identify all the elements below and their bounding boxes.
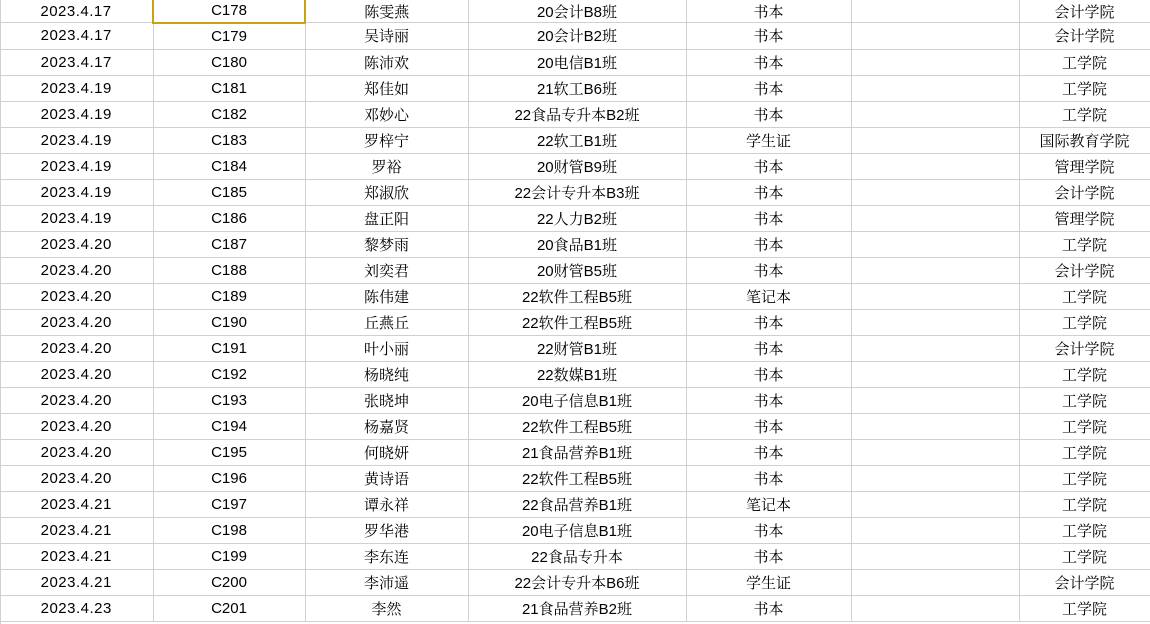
cell-date[interactable]: 2023.4.19 bbox=[0, 75, 153, 101]
table-row[interactable] bbox=[0, 595, 1150, 621]
cell-class[interactable]: 22数媒B1班 bbox=[468, 361, 686, 387]
cell-college[interactable]: 工学院 bbox=[1019, 517, 1150, 543]
cell-name[interactable]: 李东连 bbox=[305, 543, 468, 569]
cell-class[interactable]: 22软件工程B5班 bbox=[468, 465, 686, 491]
table-row[interactable] bbox=[0, 49, 1150, 75]
cell-college[interactable]: 工学院 bbox=[1019, 75, 1150, 101]
cell-class[interactable]: 20会计B2班 bbox=[468, 23, 686, 50]
table-row[interactable] bbox=[0, 361, 1150, 387]
cell-date[interactable]: 2023.4.20 bbox=[0, 283, 153, 309]
table-row[interactable] bbox=[0, 569, 1150, 595]
cell-item[interactable]: 书本 bbox=[686, 75, 851, 101]
cell-date[interactable]: 2023.4.17 bbox=[0, 0, 153, 23]
cell-date[interactable]: 2023.4.19 bbox=[0, 179, 153, 205]
cell-id[interactable]: C187 bbox=[153, 231, 305, 257]
cell-blank[interactable] bbox=[851, 413, 1019, 439]
cell-item[interactable]: 书本 bbox=[686, 439, 851, 465]
table-row[interactable] bbox=[0, 231, 1150, 257]
cell-class[interactable]: 21软工B6班 bbox=[468, 75, 686, 101]
cell-date[interactable]: 2023.4.20 bbox=[0, 257, 153, 283]
cell-id[interactable]: C182 bbox=[153, 101, 305, 127]
cell-item[interactable]: 书本 bbox=[686, 465, 851, 491]
cell-blank[interactable] bbox=[851, 517, 1019, 543]
cell-class[interactable]: 20电子信息B1班 bbox=[468, 387, 686, 413]
cell-name[interactable]: 张晓坤 bbox=[305, 387, 468, 413]
cell-name[interactable]: 罗裕 bbox=[305, 153, 468, 179]
cell-date[interactable]: 2023.4.20 bbox=[0, 309, 153, 335]
cell-name[interactable]: 黄诗语 bbox=[305, 465, 468, 491]
cell-date[interactable]: 2023.4.19 bbox=[0, 153, 153, 179]
cell-date[interactable]: 2023.4.20 bbox=[0, 231, 153, 257]
cell-college[interactable]: 国际教育学院 bbox=[1019, 127, 1150, 153]
cell-name[interactable]: 陈沛欢 bbox=[305, 49, 468, 75]
cell-name[interactable]: 李沛遥 bbox=[305, 569, 468, 595]
cell-blank[interactable] bbox=[851, 335, 1019, 361]
cell-item[interactable]: 书本 bbox=[686, 49, 851, 75]
cell-college[interactable]: 会计学院 bbox=[1019, 179, 1150, 205]
cell-id[interactable]: C179 bbox=[153, 23, 305, 50]
cell-date[interactable]: 2023.4.17 bbox=[0, 49, 153, 75]
cell-blank[interactable] bbox=[851, 153, 1019, 179]
table-row[interactable] bbox=[0, 543, 1150, 569]
table-row[interactable] bbox=[0, 439, 1150, 465]
cell-blank[interactable] bbox=[851, 127, 1019, 153]
cell-class[interactable]: 22人力B2班 bbox=[468, 205, 686, 231]
cell-id[interactable]: C192 bbox=[153, 361, 305, 387]
cell-id[interactable]: C195 bbox=[153, 439, 305, 465]
cell-college[interactable]: 工学院 bbox=[1019, 413, 1150, 439]
cell-item[interactable]: 书本 bbox=[686, 0, 851, 23]
grid-left-border bbox=[0, 0, 1, 624]
cell-blank[interactable] bbox=[851, 595, 1019, 621]
cell-blank[interactable] bbox=[851, 257, 1019, 283]
cell-college[interactable]: 工学院 bbox=[1019, 491, 1150, 517]
cell-blank[interactable] bbox=[851, 439, 1019, 465]
table-row[interactable] bbox=[0, 387, 1150, 413]
cell-class[interactable]: 22软工B1班 bbox=[468, 127, 686, 153]
cell-college[interactable]: 工学院 bbox=[1019, 361, 1150, 387]
cell-college[interactable]: 工学院 bbox=[1019, 595, 1150, 621]
cell-class[interactable]: 22软件工程B5班 bbox=[468, 309, 686, 335]
cell-date[interactable]: 2023.4.21 bbox=[0, 491, 153, 517]
cell-id[interactable]: C201 bbox=[153, 595, 305, 621]
table-row[interactable] bbox=[0, 309, 1150, 335]
cell-name[interactable]: 杨晓纯 bbox=[305, 361, 468, 387]
cell-item[interactable]: 书本 bbox=[686, 595, 851, 621]
cell-name[interactable]: 何晓妍 bbox=[305, 439, 468, 465]
cell-id[interactable]: C196 bbox=[153, 465, 305, 491]
cell-blank[interactable] bbox=[851, 309, 1019, 335]
cell-name[interactable]: 刘奕君 bbox=[305, 257, 468, 283]
table-row[interactable] bbox=[0, 465, 1150, 491]
table-row[interactable] bbox=[0, 153, 1150, 179]
cell-blank[interactable] bbox=[851, 179, 1019, 205]
cell-date[interactable]: 2023.4.20 bbox=[0, 439, 153, 465]
cell-class[interactable]: 21食品营养B1班 bbox=[468, 439, 686, 465]
cell-id[interactable]: C197 bbox=[153, 491, 305, 517]
cell-id[interactable]: C189 bbox=[153, 283, 305, 309]
cell-class[interactable]: 20电信B1班 bbox=[468, 49, 686, 75]
cell-college[interactable]: 工学院 bbox=[1019, 231, 1150, 257]
cell-college[interactable]: 工学院 bbox=[1019, 101, 1150, 127]
cell-class[interactable]: 20会计B8班 bbox=[468, 0, 686, 23]
cell-id[interactable]: C183 bbox=[153, 127, 305, 153]
cell-id[interactable]: C200 bbox=[153, 569, 305, 595]
table-row[interactable] bbox=[0, 101, 1150, 127]
cell-college[interactable]: 管理学院 bbox=[1019, 153, 1150, 179]
cell-blank[interactable] bbox=[851, 0, 1019, 23]
cell-college[interactable]: 管理学院 bbox=[1019, 205, 1150, 231]
cell-date[interactable]: 2023.4.20 bbox=[0, 335, 153, 361]
cell-class[interactable]: 22财管B1班 bbox=[468, 335, 686, 361]
cell-id[interactable]: C180 bbox=[153, 49, 305, 75]
cell-id[interactable]: C199 bbox=[153, 543, 305, 569]
cell-class[interactable]: 22会计专升本B3班 bbox=[468, 179, 686, 205]
cell-item[interactable]: 书本 bbox=[686, 101, 851, 127]
cell-item[interactable]: 书本 bbox=[686, 231, 851, 257]
table-row[interactable] bbox=[0, 179, 1150, 205]
cell-college[interactable]: 会计学院 bbox=[1019, 335, 1150, 361]
cell-class[interactable]: 22食品专升本 bbox=[468, 543, 686, 569]
cell-date[interactable]: 2023.4.20 bbox=[0, 465, 153, 491]
cell-item[interactable]: 书本 bbox=[686, 205, 851, 231]
table-row[interactable] bbox=[0, 335, 1150, 361]
cell-item[interactable]: 书本 bbox=[686, 257, 851, 283]
cell-date[interactable]: 2023.4.23 bbox=[0, 595, 153, 621]
cell-college[interactable]: 工学院 bbox=[1019, 543, 1150, 569]
cell-college[interactable]: 会计学院 bbox=[1019, 257, 1150, 283]
cell-college[interactable]: 会计学院 bbox=[1019, 0, 1150, 23]
cell-class[interactable]: 21食品营养B2班 bbox=[468, 595, 686, 621]
cell-college[interactable]: 工学院 bbox=[1019, 49, 1150, 75]
table-row[interactable] bbox=[0, 0, 1150, 23]
cell-date[interactable]: 2023.4.20 bbox=[0, 387, 153, 413]
table-row[interactable] bbox=[0, 257, 1150, 283]
cell-id[interactable]: C185 bbox=[153, 179, 305, 205]
cell-item[interactable]: 书本 bbox=[686, 543, 851, 569]
cell-name[interactable]: 罗华港 bbox=[305, 517, 468, 543]
cell-name[interactable]: 杨嘉贤 bbox=[305, 413, 468, 439]
cell-college[interactable]: 工学院 bbox=[1019, 309, 1150, 335]
cell-date[interactable]: 2023.4.19 bbox=[0, 101, 153, 127]
cell-college[interactable]: 会计学院 bbox=[1019, 23, 1150, 50]
cell-item[interactable]: 笔记本 bbox=[686, 283, 851, 309]
cell-blank[interactable] bbox=[851, 465, 1019, 491]
cell-item[interactable]: 笔记本 bbox=[686, 491, 851, 517]
table-row[interactable] bbox=[0, 205, 1150, 231]
table-row[interactable] bbox=[0, 23, 1150, 50]
cell-name[interactable]: 邓妙心 bbox=[305, 101, 468, 127]
table-row[interactable] bbox=[0, 75, 1150, 101]
cell-name[interactable]: 吴诗丽 bbox=[305, 23, 468, 50]
cell-class[interactable]: 22食品营养B1班 bbox=[468, 491, 686, 517]
cell-item[interactable]: 书本 bbox=[686, 179, 851, 205]
table-row[interactable] bbox=[0, 517, 1150, 543]
cell-item[interactable]: 书本 bbox=[686, 335, 851, 361]
cell-class[interactable]: 20财管B5班 bbox=[468, 257, 686, 283]
cell-date[interactable]: 2023.4.19 bbox=[0, 127, 153, 153]
cell-class[interactable]: 20食品B1班 bbox=[468, 231, 686, 257]
cell-id[interactable]: C190 bbox=[153, 309, 305, 335]
cell-blank[interactable] bbox=[851, 101, 1019, 127]
cell-name[interactable]: 陈伟建 bbox=[305, 283, 468, 309]
cell-college[interactable]: 工学院 bbox=[1019, 465, 1150, 491]
cell-item[interactable]: 学生证 bbox=[686, 569, 851, 595]
cell-blank[interactable] bbox=[851, 543, 1019, 569]
table-row[interactable] bbox=[0, 127, 1150, 153]
cell-item[interactable]: 书本 bbox=[686, 413, 851, 439]
cell-class[interactable]: 22食品专升本B2班 bbox=[468, 101, 686, 127]
cell-id[interactable]: C191 bbox=[153, 335, 305, 361]
cell-name[interactable]: 叶小丽 bbox=[305, 335, 468, 361]
cell-college[interactable]: 会计学院 bbox=[1019, 569, 1150, 595]
cell-blank[interactable] bbox=[851, 361, 1019, 387]
cell-blank[interactable] bbox=[851, 569, 1019, 595]
cell-class[interactable]: 22软件工程B5班 bbox=[468, 283, 686, 309]
cell-date[interactable]: 2023.4.21 bbox=[0, 517, 153, 543]
cell-blank[interactable] bbox=[851, 49, 1019, 75]
cell-item[interactable]: 书本 bbox=[686, 309, 851, 335]
cell-blank[interactable] bbox=[851, 283, 1019, 309]
cell-class[interactable]: 20财管B9班 bbox=[468, 153, 686, 179]
cell-date[interactable]: 2023.4.20 bbox=[0, 413, 153, 439]
cell-name[interactable]: 陈雯燕 bbox=[305, 0, 468, 23]
cell-date[interactable]: 2023.4.19 bbox=[0, 205, 153, 231]
table-row[interactable] bbox=[0, 413, 1150, 439]
table-row[interactable] bbox=[0, 283, 1150, 309]
cell-date[interactable]: 2023.4.20 bbox=[0, 361, 153, 387]
table-row[interactable] bbox=[0, 491, 1150, 517]
cell-id[interactable]: C193 bbox=[153, 387, 305, 413]
cell-name[interactable]: 罗梓宁 bbox=[305, 127, 468, 153]
cell-item[interactable]: 书本 bbox=[686, 361, 851, 387]
cell-college[interactable]: 工学院 bbox=[1019, 283, 1150, 309]
cell-item[interactable]: 书本 bbox=[686, 153, 851, 179]
cell-date[interactable]: 2023.4.21 bbox=[0, 543, 153, 569]
cell-class[interactable]: 22软件工程B5班 bbox=[468, 413, 686, 439]
cell-name[interactable]: 丘燕丘 bbox=[305, 309, 468, 335]
cell-class[interactable]: 22会计专升本B6班 bbox=[468, 569, 686, 595]
cell-name[interactable]: 黎梦雨 bbox=[305, 231, 468, 257]
cell-class[interactable]: 20电子信息B1班 bbox=[468, 517, 686, 543]
cell-id[interactable]: C198 bbox=[153, 517, 305, 543]
cell-blank[interactable] bbox=[851, 23, 1019, 50]
cell-item[interactable]: 书本 bbox=[686, 23, 851, 50]
cell-id[interactable]: C181 bbox=[153, 75, 305, 101]
cell-blank[interactable] bbox=[851, 491, 1019, 517]
cell-blank[interactable] bbox=[851, 205, 1019, 231]
cell-name[interactable]: 郑淑欣 bbox=[305, 179, 468, 205]
cell-college[interactable]: 工学院 bbox=[1019, 387, 1150, 413]
cell-id[interactable]: C188 bbox=[153, 257, 305, 283]
cell-date[interactable]: 2023.4.21 bbox=[0, 569, 153, 595]
cell-item[interactable]: 书本 bbox=[686, 517, 851, 543]
cell-id[interactable]: C194 bbox=[153, 413, 305, 439]
cell-id[interactable]: C178 bbox=[153, 0, 305, 23]
cell-blank[interactable] bbox=[851, 75, 1019, 101]
cell-id[interactable]: C184 bbox=[153, 153, 305, 179]
cell-item[interactable]: 学生证 bbox=[686, 127, 851, 153]
cell-name[interactable]: 郑佳如 bbox=[305, 75, 468, 101]
cell-name[interactable]: 谭永祥 bbox=[305, 491, 468, 517]
cell-blank[interactable] bbox=[851, 387, 1019, 413]
cell-date[interactable]: 2023.4.17 bbox=[0, 23, 153, 50]
cell-name[interactable]: 李然 bbox=[305, 595, 468, 621]
cell-blank[interactable] bbox=[851, 231, 1019, 257]
cell-college[interactable]: 工学院 bbox=[1019, 439, 1150, 465]
cell-name[interactable]: 盘正阳 bbox=[305, 205, 468, 231]
cell-item[interactable]: 书本 bbox=[686, 387, 851, 413]
cell-id[interactable]: C186 bbox=[153, 205, 305, 231]
